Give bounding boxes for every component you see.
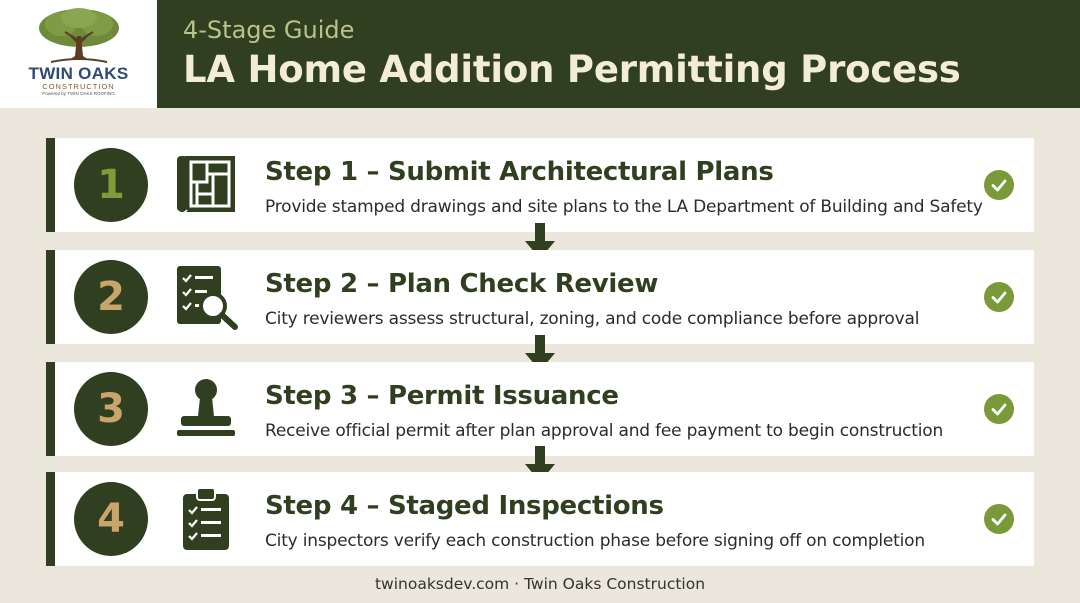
logo-tagline: Powered by TWIN OAKS ROOFING bbox=[42, 91, 115, 96]
step-number: 4 bbox=[97, 496, 125, 542]
step-description: City inspectors verify each construction phase before signing off on completion bbox=[265, 531, 925, 551]
step-number-badge bbox=[74, 260, 148, 334]
step-number-badge bbox=[74, 372, 148, 446]
checkmark-icon bbox=[984, 504, 1014, 534]
checkmark-icon bbox=[984, 282, 1014, 312]
step-title: Step 3 – Permit Issuance bbox=[265, 381, 619, 411]
logo-subtitle: CONSTRUCTION bbox=[42, 82, 115, 91]
oak-tree-icon bbox=[31, 6, 127, 66]
step-card-3 bbox=[46, 362, 1034, 456]
footer-credit: twinoaksdev.com · Twin Oaks Construction bbox=[374, 575, 706, 593]
step-number: 2 bbox=[97, 274, 125, 320]
checkmark-icon bbox=[984, 394, 1014, 424]
step-title: Step 2 – Plan Check Review bbox=[265, 269, 659, 299]
step-description: Receive official permit after plan approval and fee payment to begin construction bbox=[265, 421, 944, 441]
step-number-badge bbox=[74, 148, 148, 222]
step-card-4 bbox=[46, 472, 1034, 566]
step-title: Step 4 – Staged Inspections bbox=[265, 491, 664, 521]
step-number-badge bbox=[74, 482, 148, 556]
page-title: LA Home Addition Permitting Process bbox=[183, 48, 961, 91]
step-accent-bar bbox=[46, 472, 55, 566]
step-card-1 bbox=[46, 138, 1034, 232]
logo-name: TWIN OAKS bbox=[28, 64, 129, 83]
stamp-icon bbox=[173, 376, 239, 442]
step-description: City reviewers assess structural, zoning, and code compliance before approval bbox=[265, 309, 920, 329]
company-logo bbox=[0, 0, 157, 108]
page-subtitle: 4-Stage Guide bbox=[183, 16, 355, 44]
header-banner bbox=[0, 0, 1080, 108]
step-card-2 bbox=[46, 250, 1034, 344]
step-description: Provide stamped drawings and site plans to the LA Department of Building and Safety bbox=[265, 197, 983, 217]
step-accent-bar bbox=[46, 138, 55, 232]
checklist-magnifier-icon bbox=[173, 264, 239, 330]
clipboard-checklist-icon bbox=[173, 486, 239, 552]
step-number: 1 bbox=[97, 162, 125, 208]
checkmark-icon bbox=[984, 170, 1014, 200]
step-accent-bar bbox=[46, 250, 55, 344]
step-accent-bar bbox=[46, 362, 55, 456]
step-number: 3 bbox=[97, 386, 125, 432]
blueprint-icon bbox=[173, 152, 239, 218]
step-title: Step 1 – Submit Architectural Plans bbox=[265, 157, 774, 187]
